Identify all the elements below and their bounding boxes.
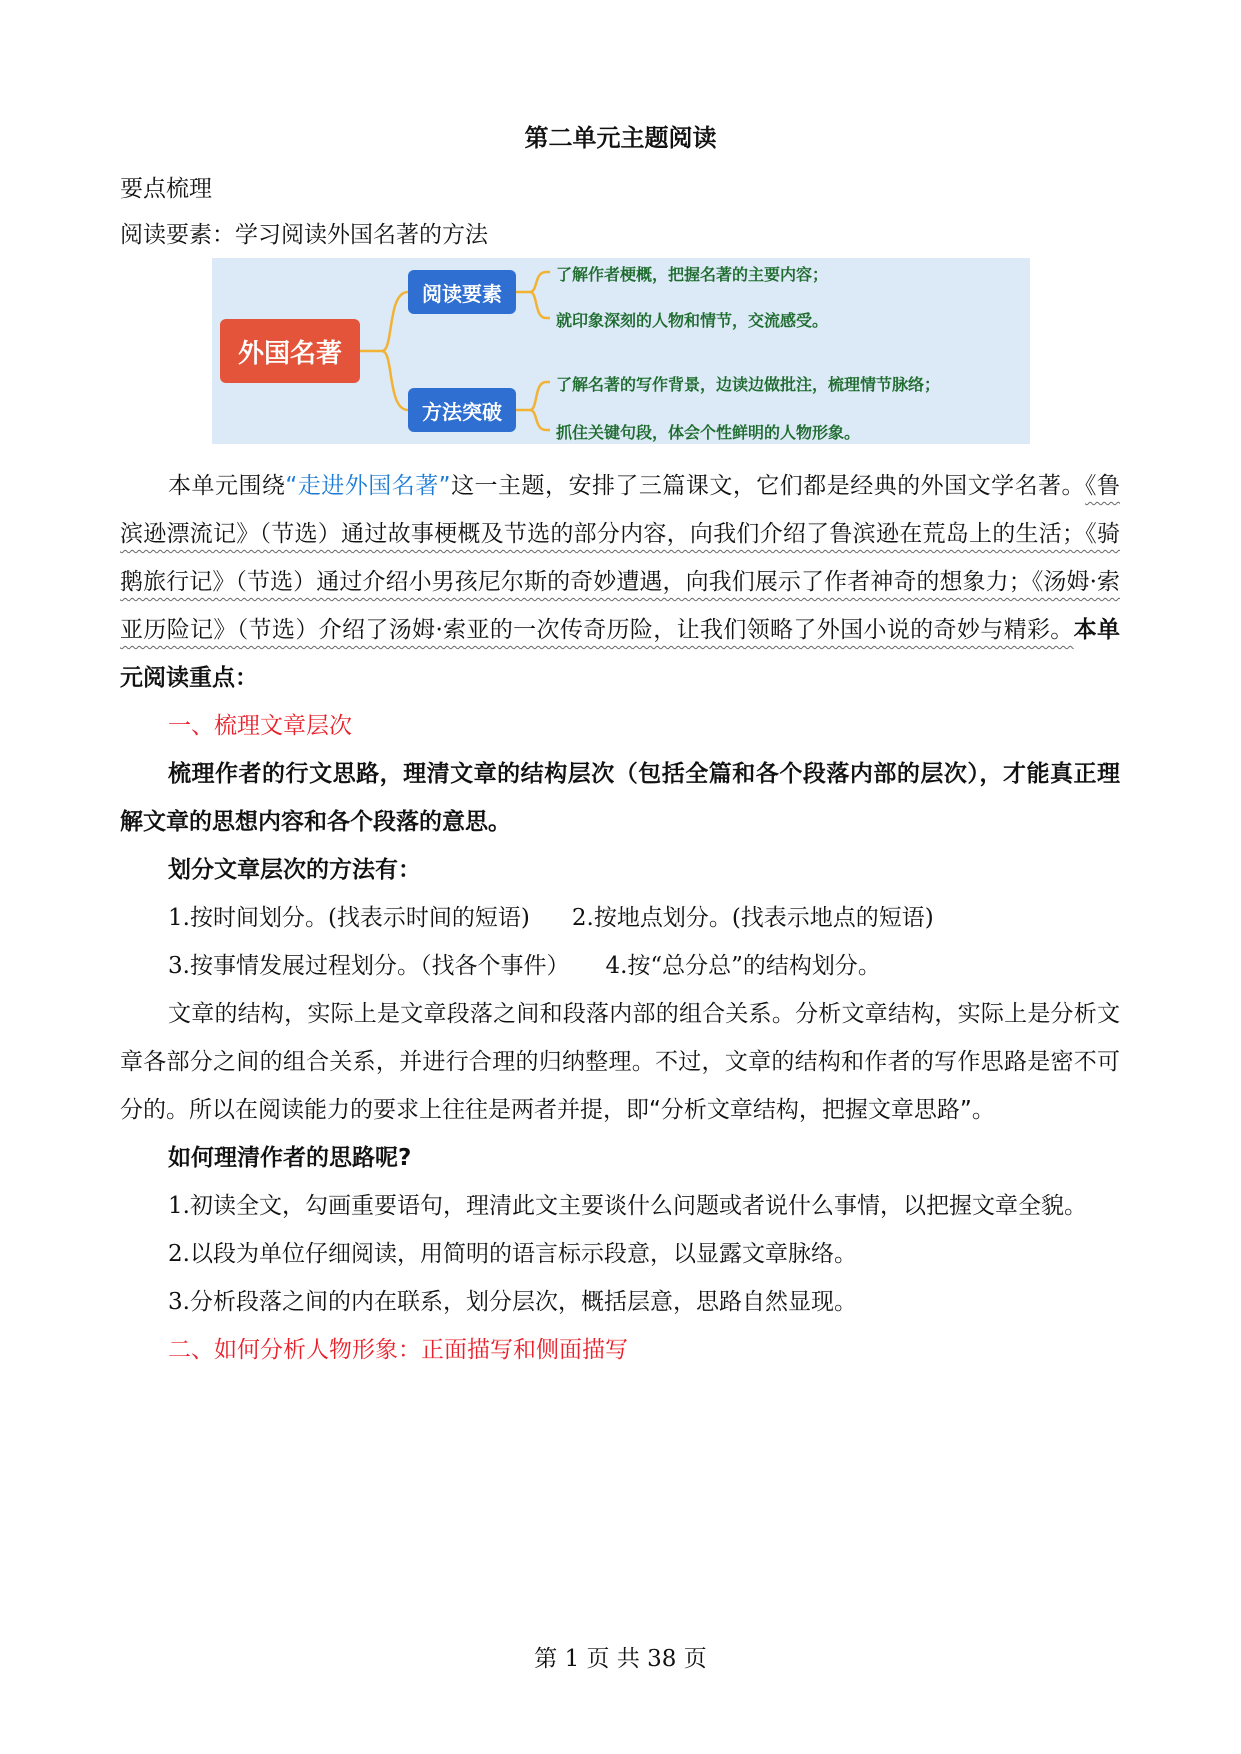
method-4: 4.按“总分总”的结构划分。 bbox=[605, 953, 881, 979]
methods-heading: 划分文章层次的方法有： bbox=[168, 857, 421, 883]
reading-element: 阅读要素：学习阅读外国名著的方法 bbox=[120, 222, 488, 248]
methods-row-1 bbox=[120, 894, 1120, 942]
how-heading: 如何理清作者的思路呢? bbox=[168, 1145, 412, 1171]
intro-theme: “走进外国名著” bbox=[285, 473, 451, 499]
intro-after-theme: 这一主题，安排了三篇课文，它们都是经典的外国文学名著。 bbox=[450, 473, 1086, 499]
intro-lead: 本单元围绕 bbox=[168, 473, 286, 499]
step-2: 2.以段为单位仔细阅读，用简明的语言标示段意，以显露文章脉络。 bbox=[168, 1241, 857, 1267]
section-label: 要点梳理 bbox=[120, 176, 212, 202]
method-2: 2.按地点划分。(找表示地点的短语) bbox=[571, 905, 934, 931]
intro-paragraph bbox=[120, 462, 1120, 702]
mind-map bbox=[212, 258, 1030, 444]
page-title: 第二单元主题阅读 bbox=[524, 124, 717, 152]
methods-row-2 bbox=[120, 942, 1120, 990]
mind-map-leaf: 就印象深刻的人物和情节，交流感受。 bbox=[556, 311, 829, 330]
step-3: 3.分析段落之间的内在联系，划分层次，概括层意，思路自然显现。 bbox=[168, 1289, 857, 1315]
section-1 bbox=[120, 702, 1120, 1374]
section-2-heading: 二、如何分析人物形象：正面描写和侧面描写 bbox=[168, 1337, 628, 1363]
intro-wavy-text: 《鲁滨逊漂流记》（节选）通过故事梗概及节选的部分内容，向我们介绍了鲁滨逊在荒岛上的生活；《骑鹅旅行记》（节选）通过介绍小男孩尼尔斯的奇妙遭遇，向我们展示了作者神奇的想象力；《汤姆·索亚历险记》（节选）介绍了汤姆·索亚的一次传奇历险，让我们领略了外国小说的奇妙与精彩。 bbox=[120, 473, 1121, 643]
section-1-bold-paragraph: 梳理作者的行文思路，理清文章的结构层次（包括全篇和各个段落内部的层次），才能真正理解文章的思想内容和各个段落的意思。 bbox=[120, 761, 1120, 835]
structure-paragraph: 文章的结构，实际上是文章段落之间和段落内部的组合关系。分析文章结构，实际上是分析文章各部分之间的组合关系，并进行合理的归纳整理。不过，文章的结构和作者的写作思路是密不可分的。所以在阅读能力的要求上往往是两者并提，即“分析文章结构，把握文章思路”。 bbox=[120, 1001, 1120, 1123]
mind-map-node-reading-elements: 阅读要素 bbox=[408, 270, 516, 314]
method-1: 1.按时间划分。(找表示时间的短语) bbox=[168, 905, 530, 931]
mind-map-node-method-breakthrough: 方法突破 bbox=[408, 388, 516, 432]
method-3: 3.按事情发展过程划分。（找各个事件） bbox=[168, 953, 570, 979]
section-1-heading: 一、梳理文章层次 bbox=[168, 713, 352, 739]
intro-focus: 本单元阅读重点： bbox=[120, 617, 1121, 691]
mind-map-leaf: 了解作者梗概，把握名著的主要内容； bbox=[556, 265, 829, 284]
mind-map-leaf: 抓住关键句段，体会个性鲜明的人物形象。 bbox=[556, 423, 861, 442]
step-1: 1.初读全文，勾画重要语句，理清此文主要谈什么问题或者说什么事情，以把握文章全貌。 bbox=[168, 1193, 1087, 1219]
page-footer: 第 1 页 共 38 页 bbox=[534, 1646, 707, 1672]
mind-map-root: 外国名著 bbox=[220, 319, 360, 383]
mind-map-leaf: 了解名著的写作背景，边读边做批注，梳理情节脉络； bbox=[556, 375, 941, 394]
